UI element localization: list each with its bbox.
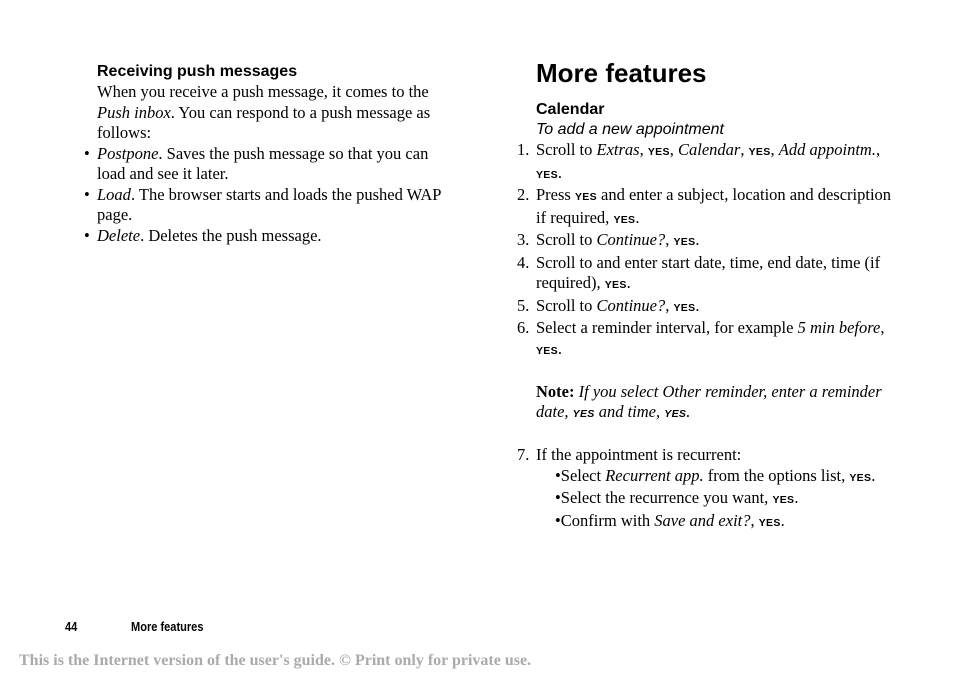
subsection-heading: To add a new appointment (536, 121, 724, 138)
intro-paragraph: When you receive a push message, it comes to the Push inbox. You can respond to a push message as follows: (97, 82, 431, 142)
step-7: 7. If the appointment is recurrent: (517, 445, 742, 464)
step-6: 6. Select a reminder interval, for example 5 min before, YES. (517, 318, 885, 358)
disclaimer: This is the Internet version of the user's guide. © Print only for private use. (19, 652, 532, 669)
recurrent-sub-item-1: •Select Recurrent app. from the options list, YES. (555, 465, 876, 485)
left-column (84, 62, 484, 246)
recurrent-sub-item-3: •Confirm with Save and exit?, YES. (555, 510, 785, 530)
calendar-heading: Calendar (536, 101, 605, 118)
bullet-delete: • Delete. Deletes the push message. (84, 225, 322, 245)
note: Note: If you select Other reminder, enter a reminder date, YES and time, YES. (536, 381, 882, 421)
page-title: More features (536, 58, 707, 88)
step-5: 5. Scroll to Continue?, YES. (517, 295, 700, 315)
bullet-load: • Load. The browser starts and loads the pushed WAP page. (84, 184, 442, 224)
step-4: 4. Scroll to and enter start date, time, end date, time (if required), YES. (517, 252, 881, 292)
page-number: 44 (65, 619, 78, 634)
footer-section-title: More features (131, 619, 204, 634)
step-2: 2. Press YES and enter a subject, location and description if required, YES. (517, 185, 892, 227)
recurrent-sub-item-2: •Select the recurrence you want, YES. (555, 488, 799, 507)
bullet-postpone: • Postpone. Saves the push message so that you can load and see it later. (84, 143, 429, 183)
step-1: 1. Scroll to Extras, YES, Calendar, YES, Add appointm., YES. (517, 140, 881, 182)
push-messages-heading: Receiving push messages (97, 63, 298, 80)
step-3: 3. Scroll to Continue?, YES. (517, 230, 700, 249)
right-column (517, 58, 927, 533)
